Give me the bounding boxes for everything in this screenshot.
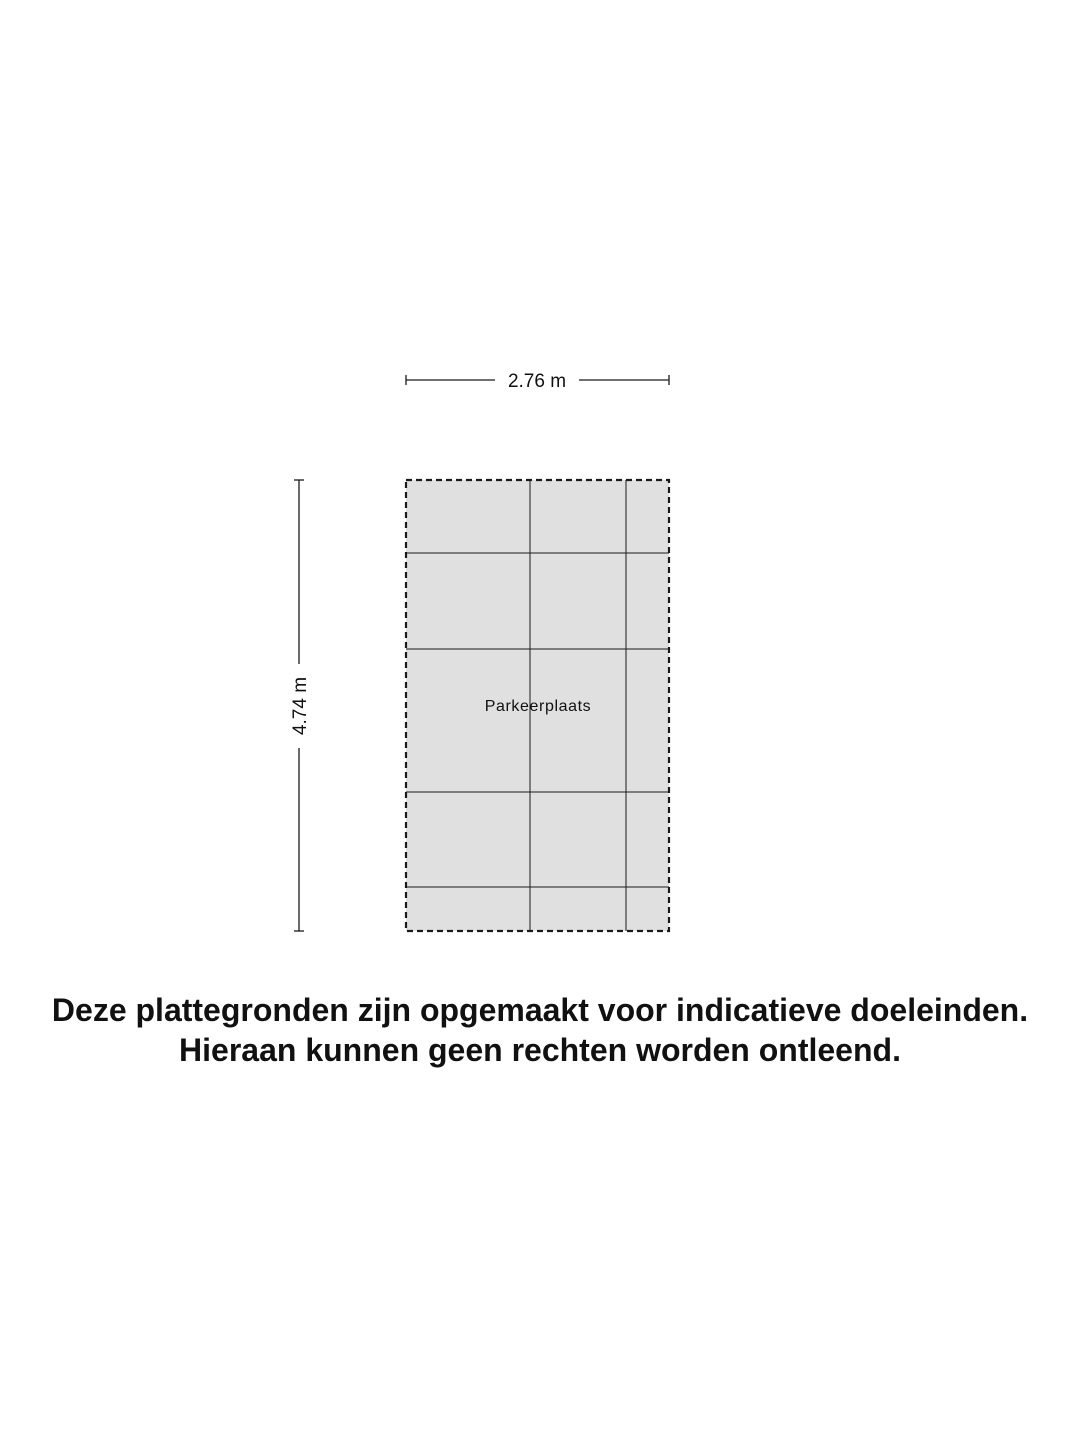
room-label: Parkeerplaats: [484, 698, 592, 715]
width-dimension: [406, 371, 669, 392]
disclaimer-line-1: Deze plattegronden zijn opgemaakt voor indicatieve doeleinden.: [51, 992, 1029, 1028]
disclaimer-line-2: Hieraan kunnen geen rechten worden ontleend.: [179, 1032, 901, 1068]
height-dimension: [290, 480, 311, 931]
height-dimension-label: 4.74 m: [290, 676, 311, 736]
parking-space: [406, 480, 669, 931]
width-dimension-label: 2.76 m: [507, 371, 567, 392]
